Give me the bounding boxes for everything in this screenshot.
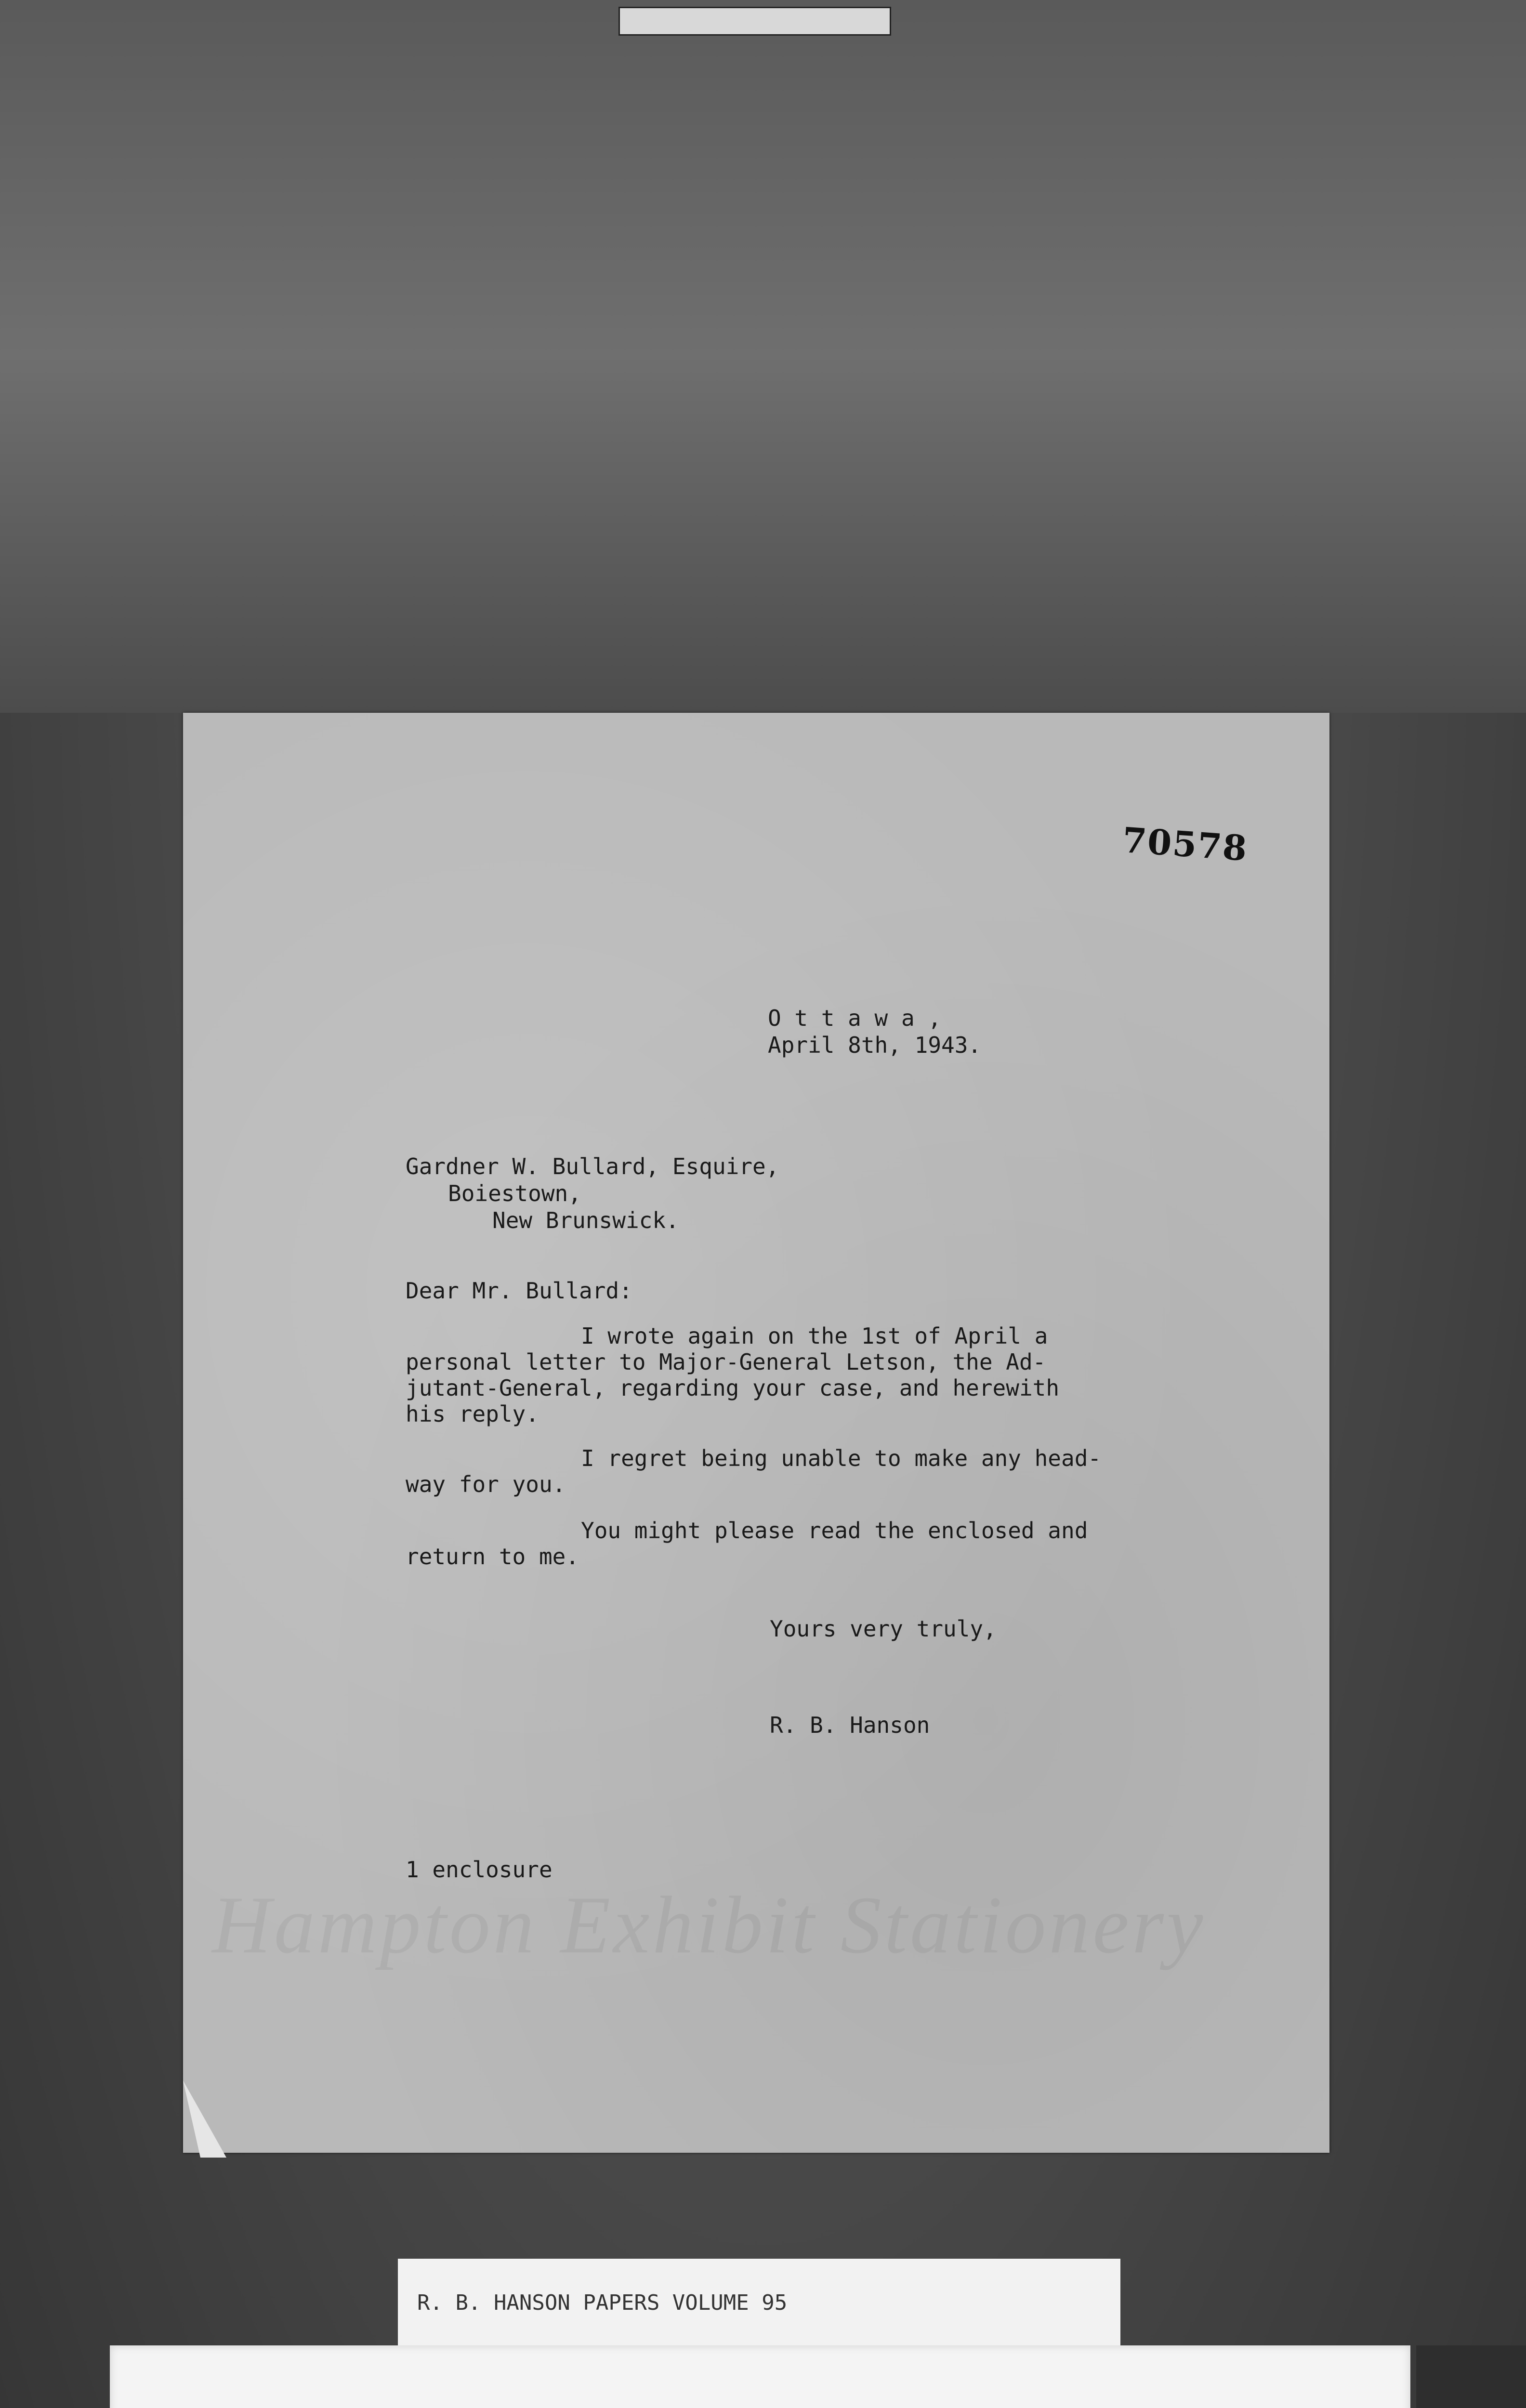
enclosure-note: 1 enclosure — [406, 1857, 553, 1883]
reference-number: 70578 — [1121, 819, 1250, 869]
paragraph-line: I wrote again on the 1st of April a — [581, 1323, 1048, 1349]
paragraph-line: personal letter to Major-General Letson, the Ad- — [406, 1349, 1046, 1375]
paragraph-line: return to me. — [406, 1544, 579, 1570]
volume-label: R. B. HANSON PAPERS VOLUME 95 — [398, 2259, 1120, 2350]
paragraph-line: way for you. — [406, 1471, 566, 1497]
letter-place: O t t a w a , — [768, 1005, 942, 1031]
paragraph-line: his reply. — [406, 1401, 539, 1427]
recipient-name: Gardner W. Bullard, Esquire, — [406, 1153, 779, 1179]
signature: R. B. Hanson — [770, 1712, 930, 1738]
recipient-province: New Brunswick. — [492, 1207, 679, 1233]
film-tab — [618, 7, 891, 36]
closing: Yours very truly, — [770, 1616, 997, 1642]
letter-date: April 8th, 1943. — [768, 1032, 982, 1058]
paragraph-line: You might please read the enclosed and — [581, 1518, 1088, 1544]
paragraph-line: jutant-General, regarding your case, and herewith — [406, 1375, 1060, 1401]
paper-watermark: Hampton Exhibit Stationery — [212, 1880, 1206, 1970]
film-background — [0, 0, 1526, 713]
archive-card — [110, 2345, 1410, 2408]
salutation: Dear Mr. Bullard: — [406, 1278, 632, 1304]
recipient-town: Boiestown, — [448, 1180, 581, 1206]
paragraph-line: I regret being unable to make any head- — [581, 1445, 1102, 1471]
film-edge — [1416, 2345, 1526, 2408]
